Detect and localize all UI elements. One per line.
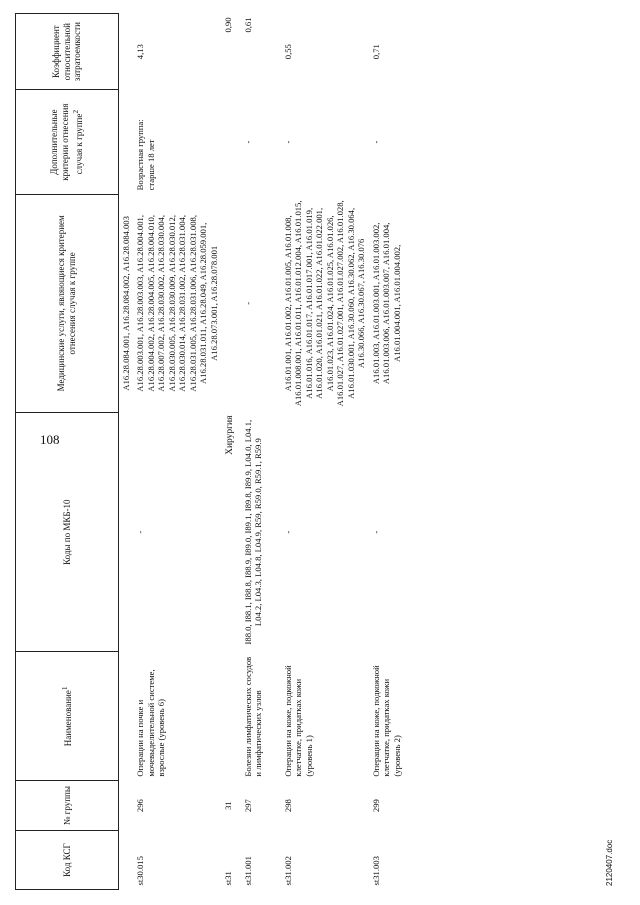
row-name: Операции на коже, подкожной клетчатке, придатках кожи (уровень 2) [370,665,402,777]
table-row [241,14,281,890]
row-services: A16.01.001, A16.01.002, A16.01.005, A16.01.008, A16.01.008.001, A16.01.011, A16.01.012.004, A16.01.015, A16.01.016, A16.01.017, A16.01.017.001, A16.01.019, A16.01.020, A16.01.021, A16.01.022, A16.01.022.001, A16.01.023, A16.01.024, A16.01.025, A16.01.026, A16.01.027, A16.01.027.001, A16.01.027.002, A16.01.028, A16.01.030.001, A16.30.060, A16.30.062, A16.30.064, A16.30.066, A16.30.067, A16.30.076 [282,200,367,407]
header-services: Медицинские услуги, являющиеся критерием отнесения случая к группе [16,194,119,412]
row-num: 298 [282,799,293,813]
header-name-text: Наименование [63,690,74,747]
row-code: st31.003 [370,856,381,886]
row-mkb: - [135,530,146,534]
row-name: Операции на коже, подкожной клетчатке, придатках кожи (уровень 1) [282,665,314,777]
header-code: Код КСГ [16,831,119,890]
row-coef: 0,71 [370,44,381,60]
row-additional: - [370,140,381,144]
continuation-row [119,14,134,890]
file-footer: 2120407.doc [605,839,614,886]
row-name: Болезни лимфатических сосудов и лимфатических узлов [242,656,264,777]
row-code: st30.015 [135,856,146,886]
section-title: Хирургия [225,415,236,455]
row-num: 299 [370,799,381,813]
table-row [369,14,409,890]
header-mkb: Коды по МКБ-10 [16,412,119,652]
header-additional [16,90,119,195]
row-services: A16.01.003, A16.01.003.001, A16.01.003.002, A16.01.003.006, A16.01.003.007, A16.01.004, A16.01.004.001, A16.01.004.002, [370,222,402,385]
row-services: A16.28.003.001, A16.28.003.003, A16.28.004.001, A16.28.004.002, A16.28.004.005, A16.28.004.010, A16.28.007.002, A16.28.030.002, A16.28.030.004, A16.28.030.005, A16.28.030.009, A16.28.030.012, A16.28.030.014, A16.28.031.002, A16.28.031.004, A16.28.031.005, A16.28.031.006, A16.28.031.008, A16.28.031.011, A16.28.049, A16.28.059.001, A16.28.073.001, A16.28.078.001 [135,215,219,392]
table-row [281,14,369,890]
rotated-sheet [15,13,625,890]
row-code: st31.002 [282,856,293,886]
header-name [16,652,119,781]
section-num: 31 [223,801,234,810]
row-mkb: I88.0, I88.1, I88.8, I88.9, I89.0, I89.1, I89.8, I89.9, L04.0, L04.1, L04.2, L04.3, L04.8, L04.9, R59, R59.0, R59.1, R59.9 [242,419,264,645]
table-row [133,14,221,890]
header-additional-text: Дополнительные критерии отнесения случая к группе [49,103,84,181]
header-row [16,14,119,890]
header-coef: Коэффициент относительной затратоемкости [16,14,119,90]
row-coef: 0,55 [282,44,293,60]
ksg-table [15,13,409,890]
section-code: st31 [223,871,234,886]
row-num: 297 [242,799,253,813]
row-mkb: - [282,530,293,534]
header-num: № группы [16,781,119,831]
row-additional: Возрастная группа: старше 18 лет [135,119,156,191]
row-mkb: - [370,530,381,534]
row-num: 296 [135,799,146,813]
row-name: Операции на почке и мочевыделительной системе, взрослые (уровень 6) [135,669,167,777]
header-additional-mark: 2 [70,109,80,114]
section-coef: 0,90 [223,17,234,33]
row-additional: - [282,140,293,144]
row-code: st31.001 [242,856,253,886]
row-coef: 0,61 [242,17,253,33]
header-name-mark: 1 [60,686,70,691]
continuation-services: A16.28.084.001, A16.28.084.002, A16.28.084.003 [121,216,131,391]
row-services: - [242,301,253,305]
row-coef: 4,13 [135,44,146,60]
row-additional: - [242,140,253,144]
page-number: 108 [40,432,60,447]
section-row [221,14,241,890]
